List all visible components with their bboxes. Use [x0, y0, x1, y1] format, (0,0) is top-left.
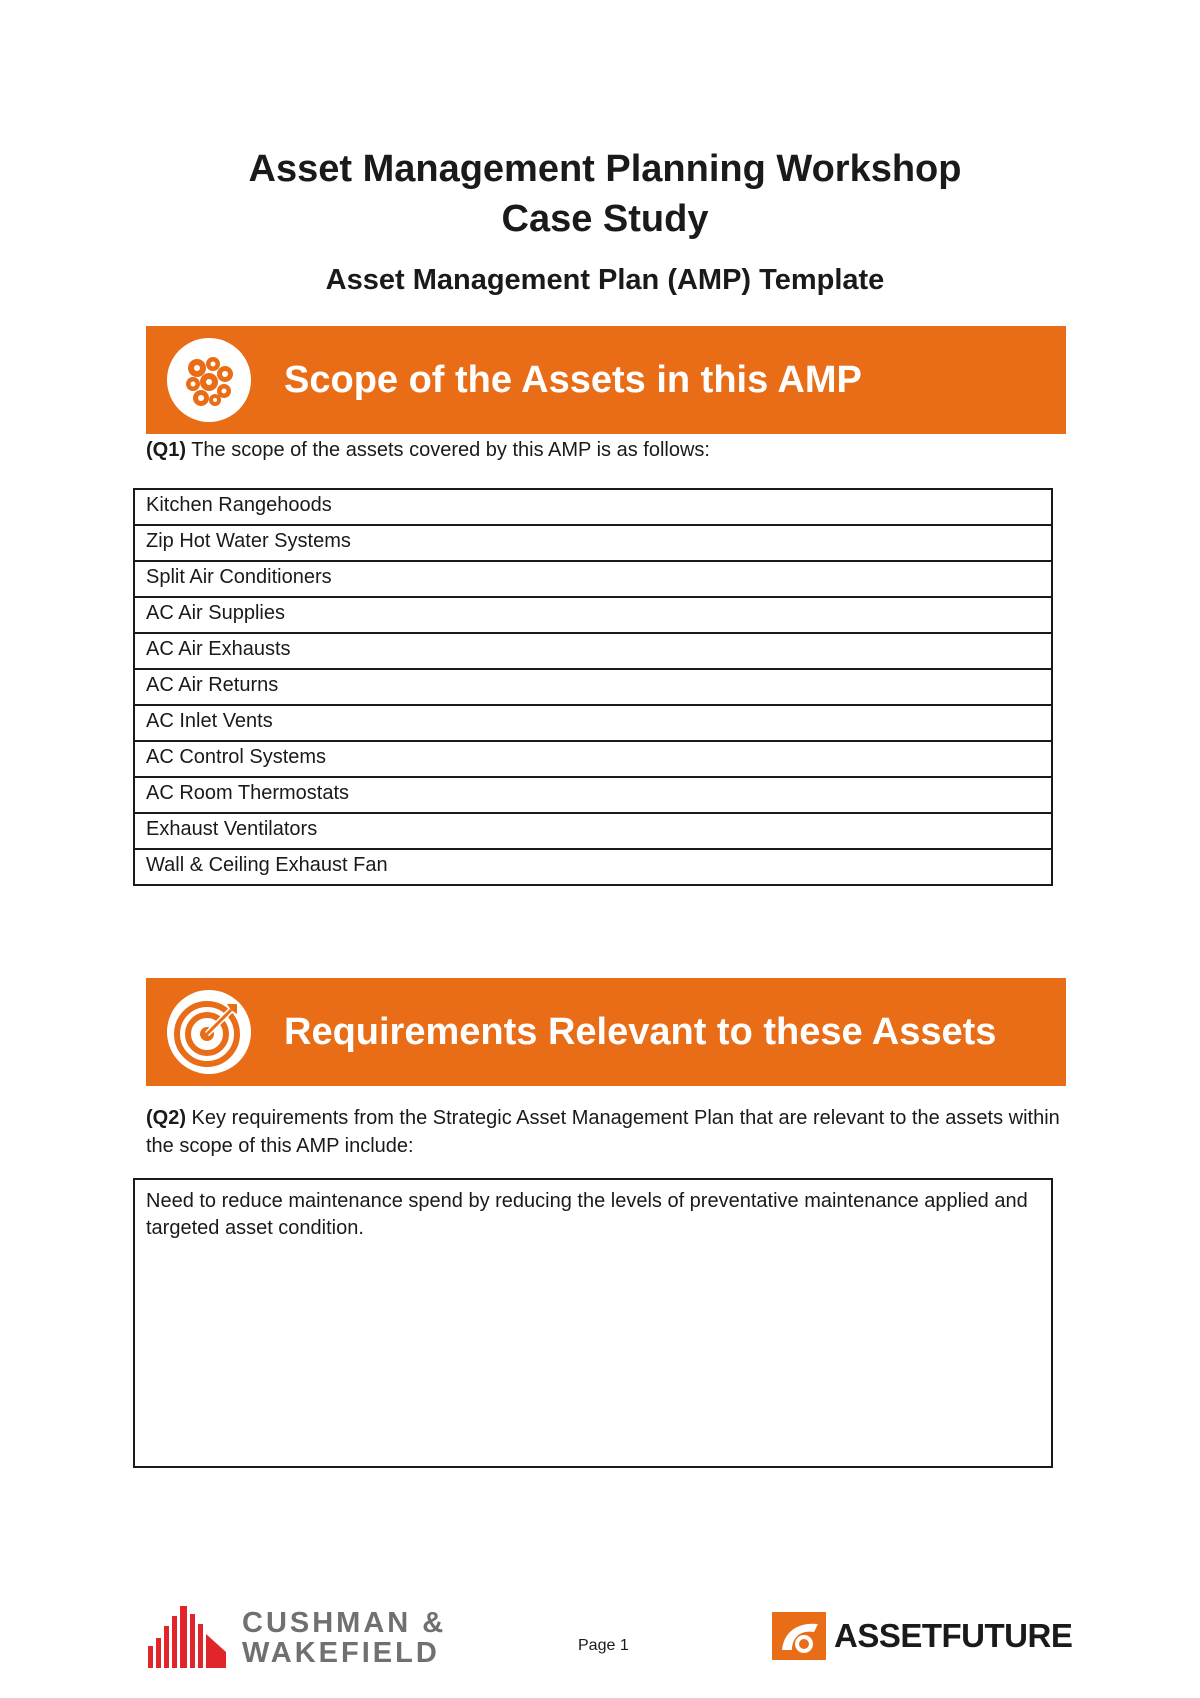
- question-text: The scope of the assets covered by this AMP is as follows:: [186, 439, 710, 461]
- question-text: Key requirements from the Strategic Asset Management Plan that are relevant to the assets within the scope of this AMP include:: [146, 1107, 1060, 1157]
- table-row: [134, 633, 1052, 669]
- cw-name-line1: CUSHMAN &: [242, 1607, 447, 1639]
- question-label: (Q1): [146, 439, 186, 461]
- table-row: [134, 705, 1052, 741]
- table-row: [134, 813, 1052, 849]
- table-row: [134, 777, 1052, 813]
- gears-cluster-icon: [167, 338, 251, 422]
- asset-cell: AC Room Thermostats: [134, 777, 1052, 813]
- page-number: Page 1: [578, 1637, 629, 1654]
- asset-cell: AC Air Supplies: [134, 597, 1052, 633]
- asset-cell: Zip Hot Water Systems: [134, 525, 1052, 561]
- table-row: [134, 669, 1052, 705]
- table-row: [134, 525, 1052, 561]
- target-arrow-icon: [167, 990, 251, 1074]
- table-row: [134, 489, 1052, 525]
- question-q1: [146, 436, 1066, 464]
- table-row: [134, 741, 1052, 777]
- table-row: [134, 561, 1052, 597]
- table-row: [134, 597, 1052, 633]
- section-banner-requirements: [146, 978, 1066, 1086]
- requirements-answer-box: Need to reduce maintenance spend by reducing the levels of preventative maintenance applied and targeted asset condition.: [133, 1178, 1053, 1468]
- cw-name-line2: WAKEFIELD: [242, 1637, 440, 1669]
- asset-cell: Wall & Ceiling Exhaust Fan: [134, 849, 1052, 885]
- asset-cell: Kitchen Rangehoods: [134, 489, 1052, 525]
- section-title: Requirements Relevant to these Assets: [284, 1011, 997, 1053]
- asset-cell: AC Control Systems: [134, 741, 1052, 777]
- asset-cell: AC Air Exhausts: [134, 633, 1052, 669]
- asset-cell: AC Inlet Vents: [134, 705, 1052, 741]
- asset-cell: AC Air Returns: [134, 669, 1052, 705]
- document-title: Asset Management Planning Workshop: [248, 148, 962, 190]
- table-row: [134, 849, 1052, 885]
- asset-cell: Split Air Conditioners: [134, 561, 1052, 597]
- question-q2: [146, 1104, 1066, 1160]
- asset-scope-table: [133, 488, 1053, 886]
- document-subtitle: Asset Management Plan (AMP) Template: [325, 264, 885, 296]
- cw-bars-icon: [146, 1604, 236, 1670]
- assetfuture-mark-icon: [770, 1610, 828, 1662]
- asset-cell: Exhaust Ventilators: [134, 813, 1052, 849]
- document-title-line2: Case Study: [501, 198, 709, 240]
- question-label: (Q2): [146, 1107, 186, 1129]
- section-title: Scope of the Assets in this AMP: [284, 359, 862, 401]
- assetfuture-name: ASSETFUTURE: [834, 1617, 1073, 1654]
- section-banner-scope: [146, 326, 1066, 434]
- assetfuture-logo: [770, 1610, 1073, 1666]
- cushman-wakefield-logo: [146, 1604, 446, 1670]
